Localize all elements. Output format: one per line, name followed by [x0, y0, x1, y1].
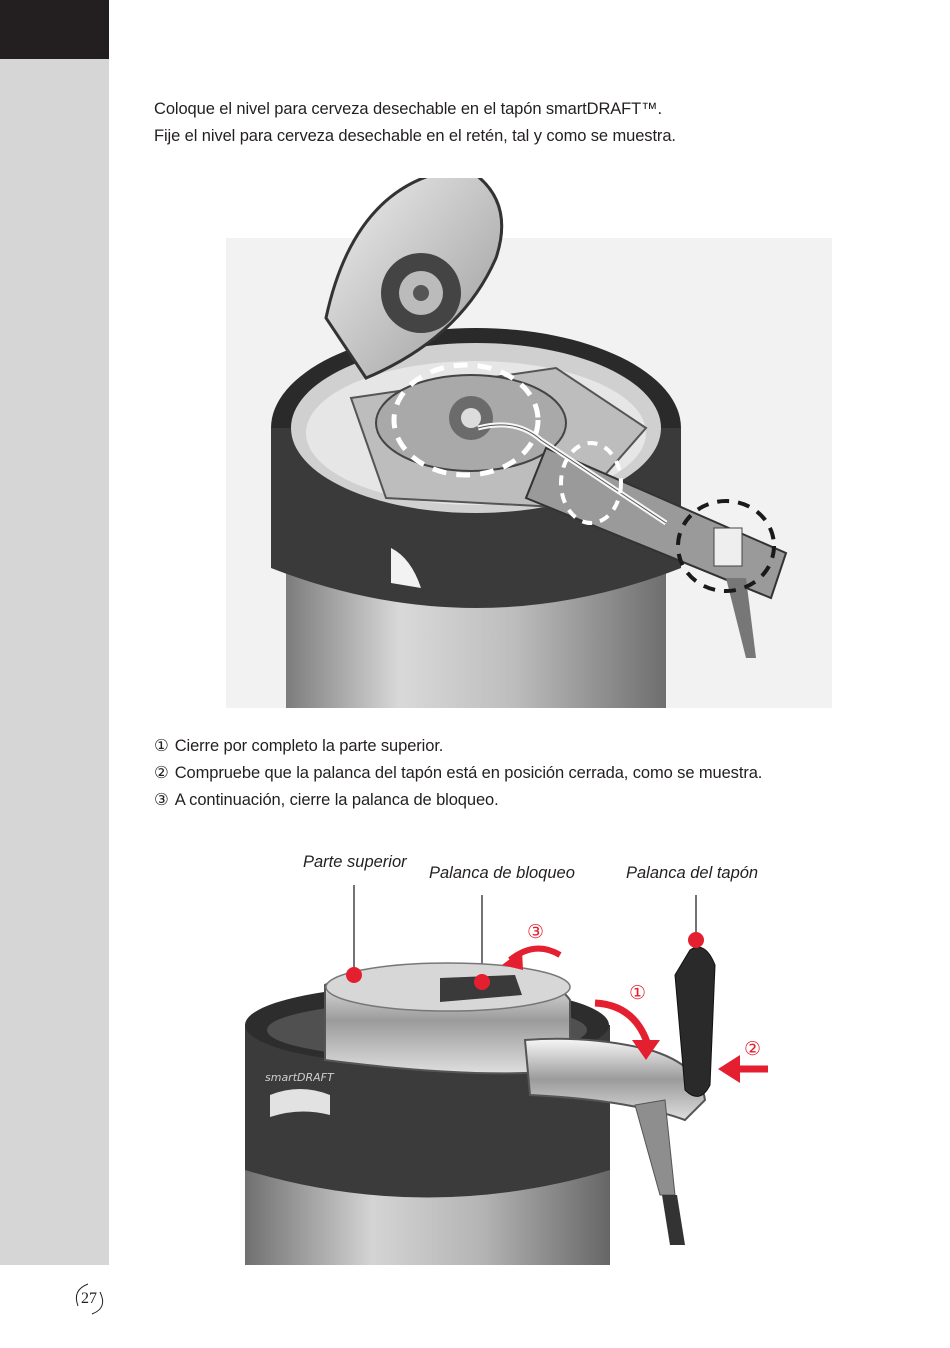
- keg-closed-drawing: [230, 845, 830, 1265]
- badge-step-2: ②: [744, 1038, 762, 1060]
- intro-line-1: Coloque el nivel para cerveza desechable en el tapón smartDRAFT™.: [154, 100, 663, 118]
- step-2: [154, 760, 762, 787]
- keg-closed-illustration: [230, 845, 830, 1265]
- badge-step-1: ①: [629, 982, 647, 1004]
- step-1: [154, 733, 762, 760]
- step-1-text: Cierre por completo la parte superior.: [174, 737, 444, 755]
- step-3-number: ③: [154, 791, 169, 809]
- step-2-text: Compruebe que la palanca del tapón está en posición cerrada, como se muestra.: [174, 764, 763, 782]
- keg-brand: smartDRAFT: [265, 1071, 334, 1084]
- callout-top: Parte superior: [303, 853, 407, 871]
- keg-open-drawing: [226, 178, 832, 708]
- badge-step-3: ③: [527, 921, 545, 943]
- page-number: 27: [81, 1290, 97, 1307]
- marker-cap-lever: [688, 932, 704, 948]
- step-1-number: ①: [154, 737, 169, 755]
- callout-lock-lever: Palanca de bloqueo: [429, 864, 575, 882]
- step-3-text: A continuación, cierre la palanca de bloqueo.: [174, 791, 499, 809]
- keg-open-illustration: [226, 178, 832, 708]
- callout-cap-lever: Palanca del tapón: [626, 864, 759, 882]
- marker-lock-lever: [474, 974, 490, 990]
- side-margin-bar: [0, 0, 109, 1265]
- marker-top: [346, 967, 362, 983]
- intro-line-2: Fije el nivel para cerveza desechable en el retén, tal y como se muestra.: [154, 127, 676, 145]
- step-3: [154, 787, 762, 814]
- chapter-tab: [0, 0, 109, 59]
- intro-text: [154, 96, 676, 150]
- page-number-badge: [70, 1278, 110, 1318]
- steps-list: [154, 733, 762, 814]
- step-2-number: ②: [154, 764, 169, 782]
